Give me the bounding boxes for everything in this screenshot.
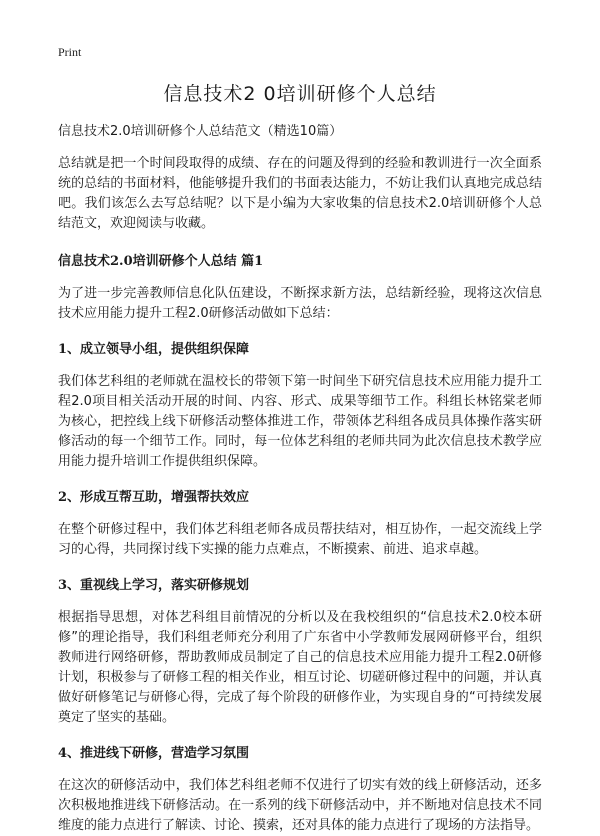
intro-paragraph: 总结就是把一个时间段取得的成绩、存在的问题及得到的经验和教训进行一次全面系统的总结的书面材料，他能够提升我们的书面表达能力，不妨让我们认真地完成总结吧。我们该怎么去写总结呢？以下是小编为大家收集的信息技术2.0培训研修个人总结范文，欢迎阅读与收藏。	[58, 156, 542, 231]
document-title: 信息技术2 0培训研修个人总结	[163, 83, 437, 105]
section-heading-1: 1、成立领导小组，提供组织保障	[58, 342, 250, 357]
section-heading-2: 2、形成互帮互助，增强帮扶效应	[58, 490, 250, 505]
section-body-4: 在这次的研修活动中，我们体艺科组老师不仅进行了切实有效的线上研修活动，还多次积极地推进线下研修活动。在一系列的线下研修活动中，并不断地对信息技术不同维度的能力点进行了解读、讨论、摸索，还对具体的能力点进行了现场的方法指导。	[58, 778, 542, 833]
article-heading: 信息技术2.0培训研修个人总结 篇1	[58, 254, 264, 269]
document-subtitle: 信息技术2.0培训研修个人总结范文（精选10篇）	[58, 124, 343, 139]
section-body-2: 在整个研修过程中，我们体艺科组老师各成员帮扶结对，相互协作，一起交流线上学习的心得，共同探讨线下实操的能力点难点，不断摸索、前进、追求卓越。	[58, 522, 542, 557]
print-label: Print	[58, 45, 82, 59]
section-body-3: 根据指导思想，对体艺科组目前情况的分析以及在我校组织的“信息技术2.0校本研修”的理论指导，我们科组老师充分利用了广东省中小学教师发展网研修平台，组织教师进行网络研修，帮助教师成员制定了自己的信息技术应用能力提升工程2.0研修计划，积极参与了研修工程的相关作业，相互讨论、切磋研修过程中的问题，并认真做好研修笔记与研修心得，完成了每个阶段的研修作业，为实现自身的“可持续发展奠定了坚实的基础。	[58, 610, 542, 725]
article-intro-paragraph: 为了进一步完善教师信息化队伍建设，不断探求新方法，总结新经验，现将这次信息技术应用能力提升工程2.0研修活动做如下总结：	[58, 286, 542, 321]
section-heading-4: 4、推进线下研修，营造学习氛围	[58, 746, 250, 761]
section-heading-3: 3、重视线上学习，落实研修规划	[58, 578, 250, 593]
section-body-1: 我们体艺科组的老师就在温校长的带领下第一时间坐下研究信息技术应用能力提升工程2.0项目相关活动开展的时间、内容、形式、成果等细节工作。科组长林铭棠老师为核心，把控线上线下研修活动整体推进工作，带领体艺科组各成员具体操作落实研修活动的每一个细节工作。同时，每一位体艺科组的老师共同为此次信息技术教学应用能力提升培训工作提供组织保障。	[58, 374, 542, 469]
